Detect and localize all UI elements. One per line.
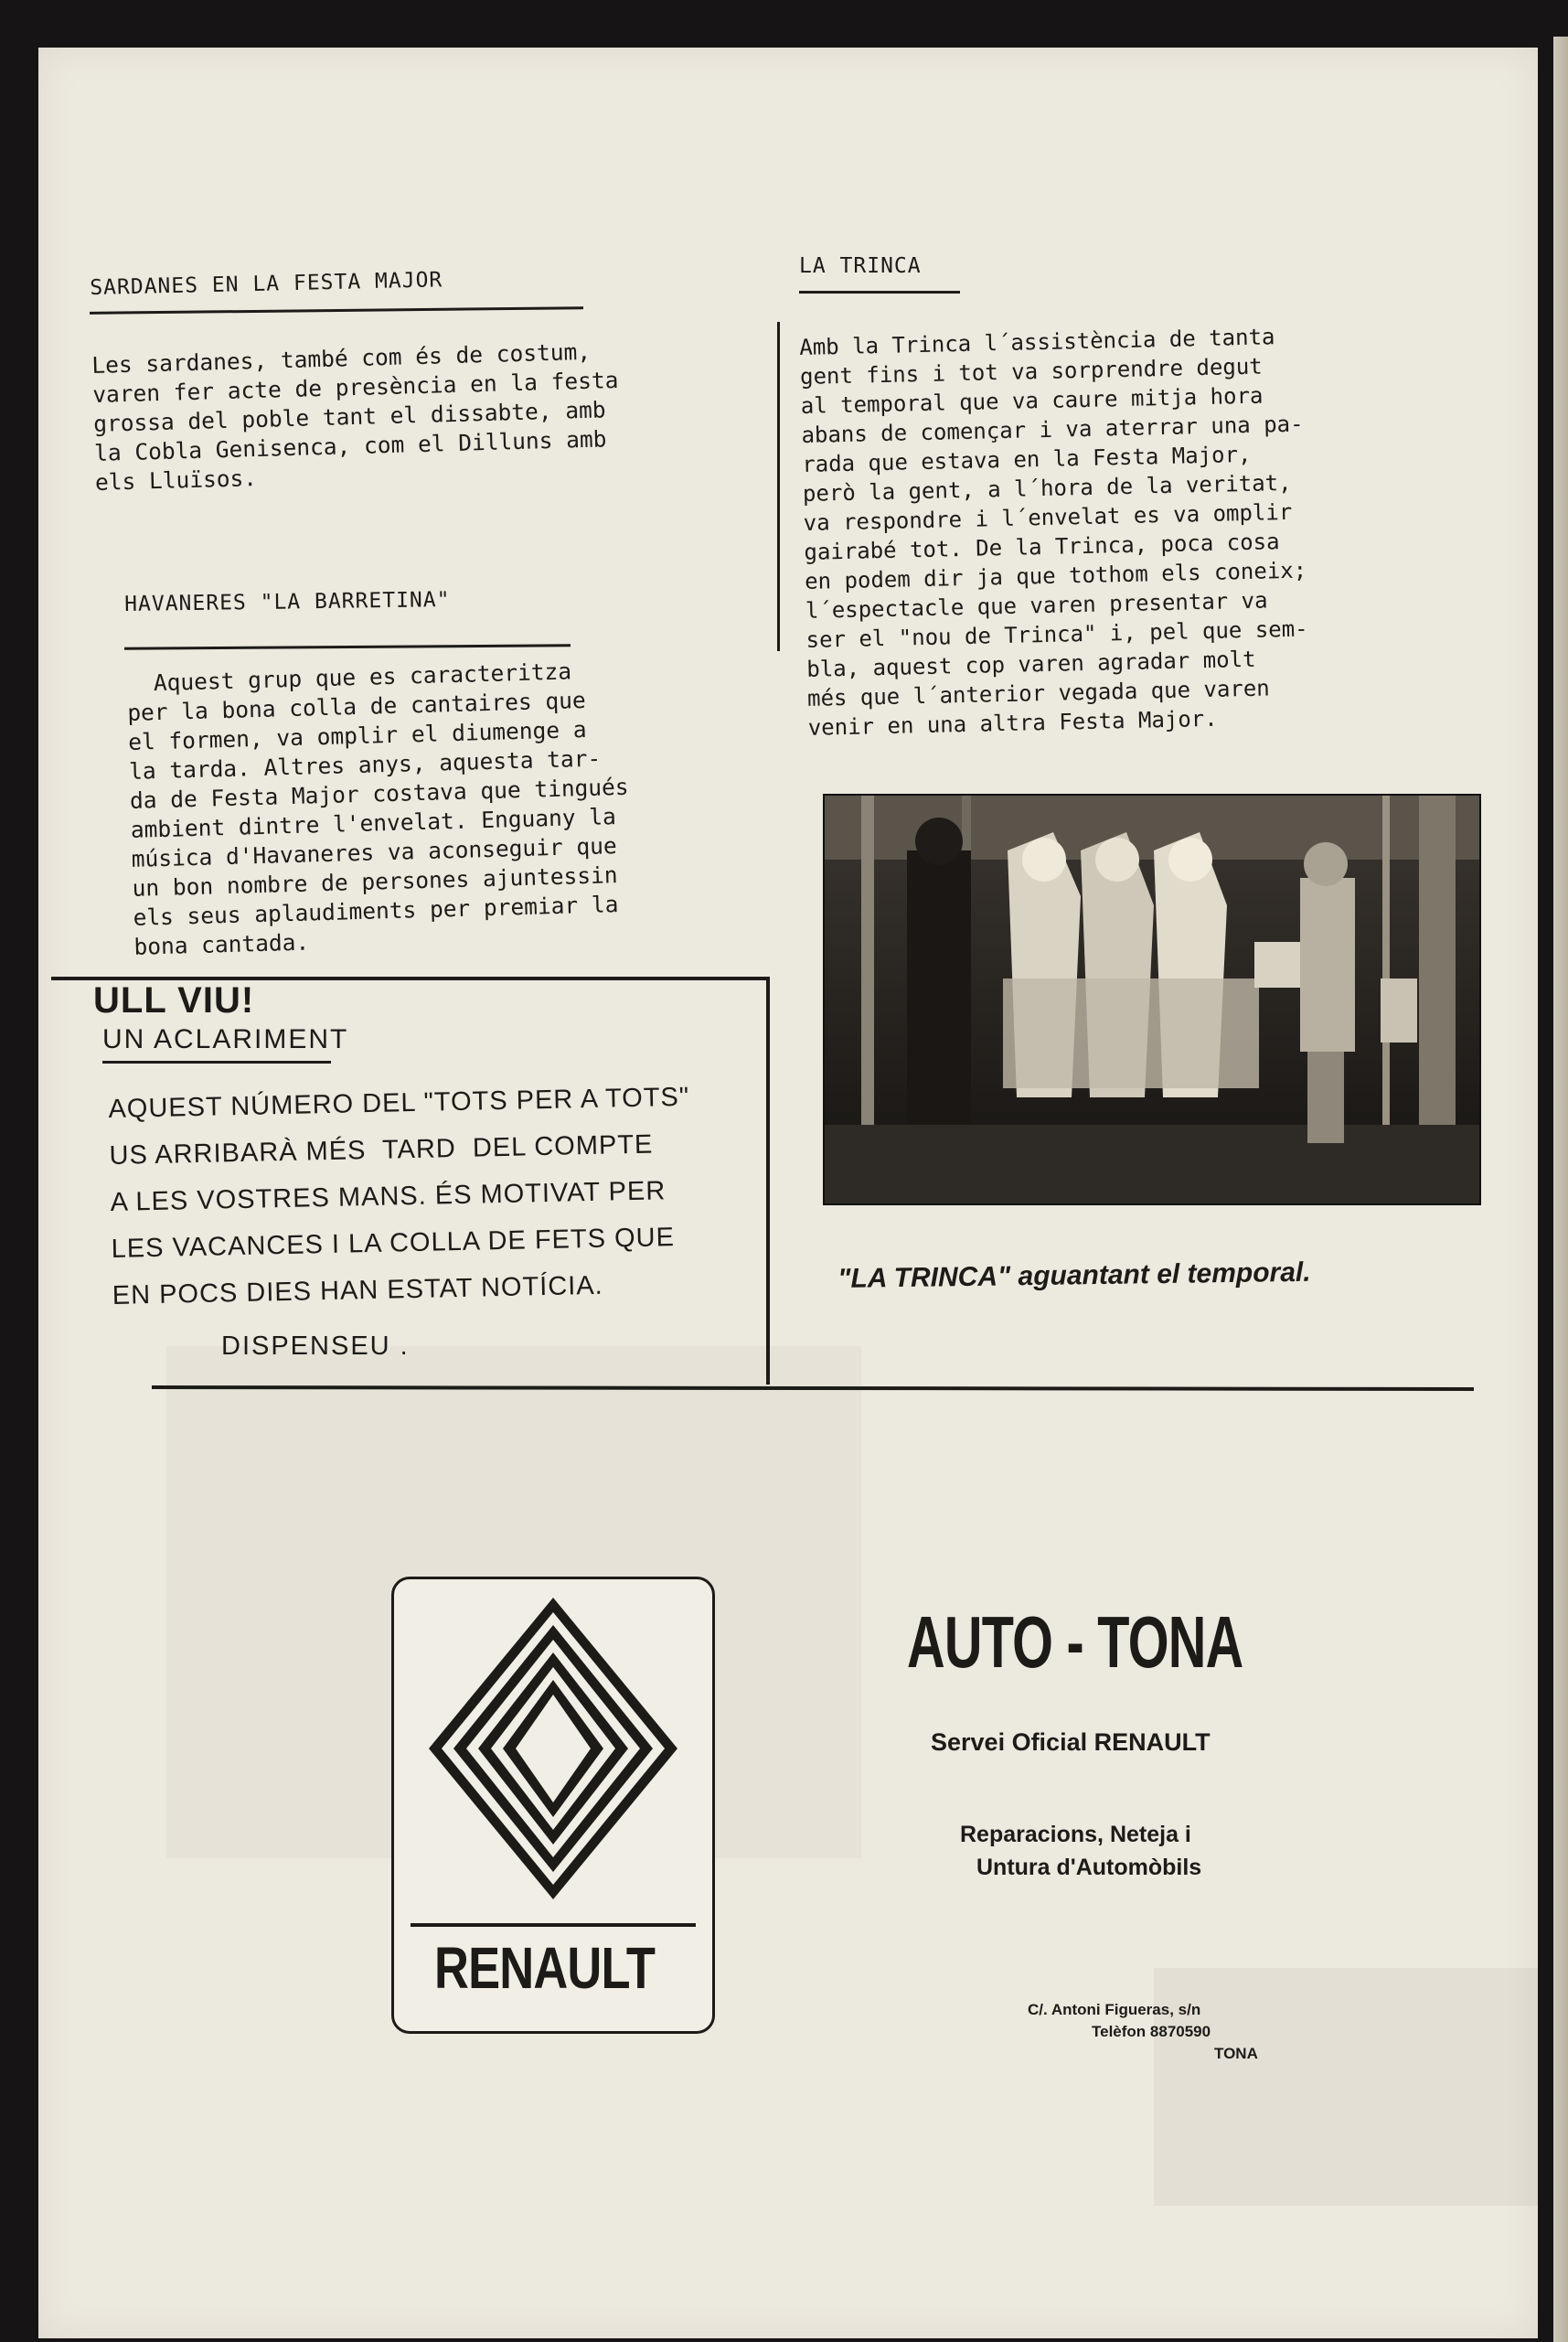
trinca-line: l´espectacle que varen presentar va (805, 587, 1268, 624)
trinca-line: gairabé tot. De la Trinca, poca cosa (804, 529, 1280, 565)
renault-logo-divider (411, 1923, 696, 1927)
sardanes-heading: SARDANES EN LA FESTA MAJOR (90, 268, 443, 300)
sardanes-line: Les sardanes, també com és de costum, (91, 337, 592, 379)
trinca-line: Amb la Trinca l´assistència de tanta (799, 324, 1275, 360)
notice-line: AQUEST NÚMERO DEL "TOTS PER A TOTS" (108, 1082, 690, 1124)
trinca-line: venir en una altra Festa Major. (807, 705, 1218, 741)
page-spine (1553, 37, 1568, 2342)
notice-closing: DISPENSEU . (221, 1331, 410, 1361)
notice-line: EN POCS DIES HAN ESTAT NOTÍCIA. (112, 1270, 603, 1310)
sardanes-line: grossa del poble tant el dissabte, amb (92, 396, 606, 437)
renault-diamond-icon (394, 1579, 712, 1918)
trinca-line: però la gent, a l´hora de la veritat, (802, 469, 1292, 507)
havaneres-line: bona cantada. (133, 928, 310, 960)
trinca-heading: LA TRINCA (799, 254, 922, 278)
trinca-body (799, 322, 1310, 743)
trinca-line: bla, aquest cop varen agradar molt (806, 646, 1256, 682)
trinca-heading-underline (799, 291, 960, 294)
notice-heading: UN ACLARIMENT (102, 1024, 349, 1054)
notice-heading-underline (102, 1061, 331, 1064)
ad-town: TONA (1214, 2045, 1258, 2062)
havaneres-line: la tarda. Altres anys, aquesta tar- (128, 744, 602, 785)
sardanes-line: varen fer acte de presència en la festa (91, 366, 619, 408)
trinca-line: més que l´anterior vegada que varen (806, 675, 1270, 711)
notice-line: US ARRIBARÀ MÉS TARD DEL COMPTE (109, 1129, 654, 1171)
trinca-line: ser el "nou de Trinca" i, pel que sem- (805, 615, 1308, 653)
renault-logo-box (391, 1577, 715, 2034)
sardanes-heading-underline (90, 306, 583, 315)
havaneres-line: el formen, va omplir el diumenge a (127, 715, 587, 755)
havaneres-line: els seus aplaudiments per premiar la (133, 891, 619, 931)
renault-logo-text: RENAULT (434, 1935, 656, 2001)
bleed-through-block (1154, 1968, 1538, 2206)
trinca-line: al temporal que va caure mitja hora (800, 382, 1264, 419)
ad-services-line1: Reparacions, Neteja i (960, 1822, 1191, 1847)
ad-services-line2: Untura d'Automòbils (976, 1855, 1202, 1880)
notice-line: LES VACANCES I LA COLLA DE FETS QUE (111, 1223, 676, 1264)
trinca-line: rada que estava en la Festa Major, (801, 441, 1252, 477)
havaneres-heading-underline (124, 644, 571, 649)
trinca-line: gent fins i tot va sorprendre degut (799, 353, 1264, 390)
havaneres-line: ambient dintre l'envelat. Enguany la (130, 803, 617, 843)
havaneres-line: per la bona colla de cantaires que (126, 686, 587, 726)
havaneres-body (126, 656, 633, 962)
photo-caption: "LA TRINCA" aguantant el temporal. (837, 1257, 1311, 1294)
havaneres-line: Aquest grup que es caracteritza (126, 658, 572, 697)
notice-box-right (766, 977, 770, 1385)
trinca-line: va respondre i l´envelat es va omplir (803, 498, 1293, 536)
trinca-photo (823, 794, 1481, 1205)
sardanes-body (91, 337, 622, 497)
trinca-line: en podem dir ja que tothom els coneix; (804, 557, 1307, 594)
havaneres-heading: HAVANERES "LA BARRETINA" (124, 588, 451, 616)
column-divider (777, 322, 780, 651)
havaneres-line: da de Festa Major costava que tingués (129, 773, 629, 814)
trinca-photo-image (825, 796, 1479, 1203)
magazine-page (38, 48, 1538, 2338)
ad-address: C/. Antoni Figueras, s/n (1028, 2001, 1201, 2018)
ad-title: AUTO - TONA (907, 1601, 1243, 1683)
notice-hand-title: ULL VIU! (93, 980, 255, 1021)
ad-subtitle: Servei Oficial RENAULT (931, 1728, 1211, 1756)
notice-line: A LES VOSTRES MANS. ÉS MOTIVAT PER (110, 1176, 667, 1217)
notice-body (108, 1075, 694, 1320)
ad-phone: Telèfon 8870590 (1092, 2023, 1211, 2040)
trinca-line: abans de començar i va aterrar una pa- (801, 411, 1304, 448)
havaneres-line: música d'Havaneres va aconseguir que (131, 832, 618, 872)
sardanes-line: els Lluïsos. (94, 465, 258, 496)
sardanes-line: la Cobla Genisenca, com el Dilluns amb (93, 425, 607, 466)
havaneres-line: un bon nombre de persones ajuntessin (132, 861, 618, 902)
